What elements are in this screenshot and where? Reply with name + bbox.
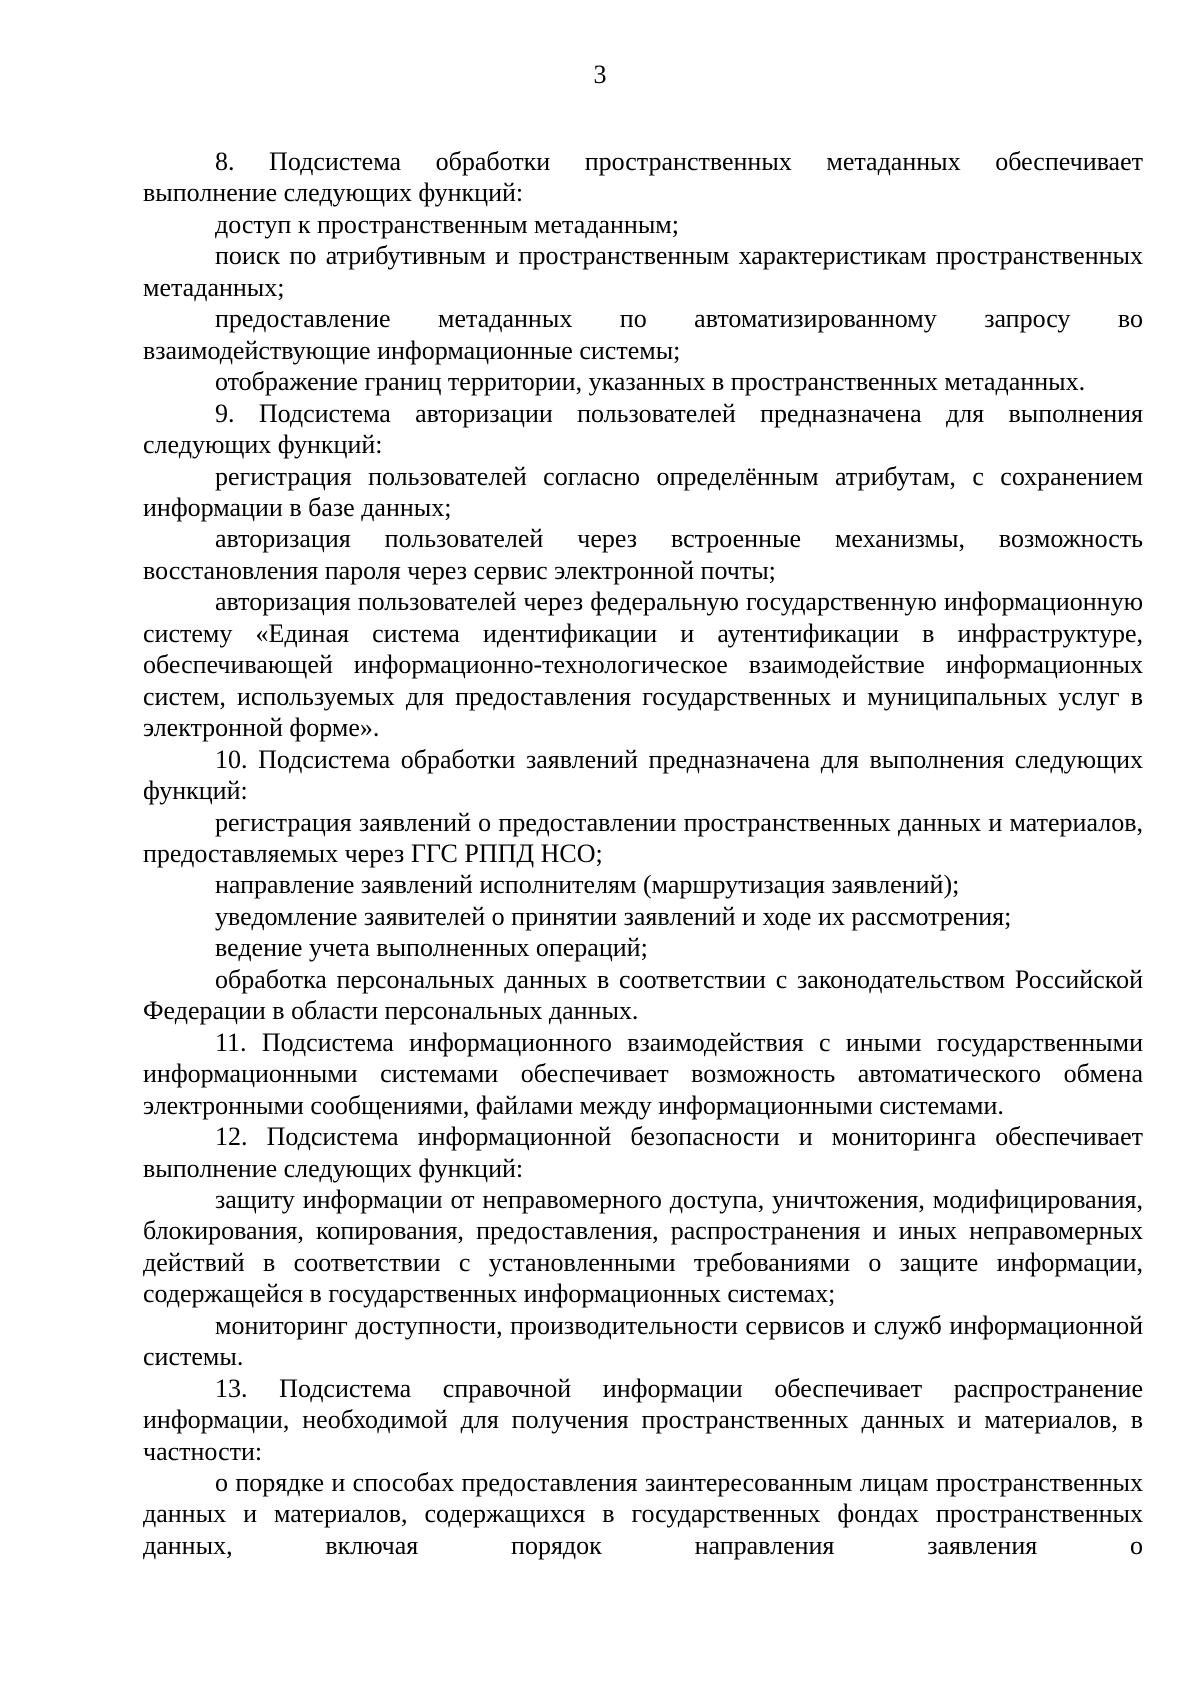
paragraph: поиск по атрибутивным и пространственным характеристикам пространственных метаданных; (143, 241, 1143, 302)
paragraph: предоставление метаданных по автоматизированному запросу во взаимодействующие информационные системы; (143, 304, 1143, 365)
paragraph: авторизация пользователей через федеральную государственную информационную систему «Единая система идентификации и аутентификации в инфраструктуре, обеспечивающей информационно-технологическое взаимодействие информационных систем, используемых для предоставления государственных и муниципальных услуг в электронной форме». (143, 587, 1143, 743)
paragraph: 13. Подсистема справочной информации обеспечивает распространение информации, необходимой для получения пространственных данных и материалов, в частности: (143, 1373, 1143, 1466)
paragraph: 11. Подсистема информационного взаимодействия с иными государственными информационными системами обеспечивает возможность автоматического обмена электронными сообщениями, файлами между информационными системами. (143, 1027, 1143, 1120)
paragraph: отображение границ территории, указанных в пространственных метаданных. (215, 367, 1086, 397)
paragraph: ведение учета выполненных операций; (215, 933, 648, 963)
paragraph: 8. Подсистема обработки пространственных метаданных обеспечивает выполнение следующих функций: (143, 147, 1143, 208)
page-number: 3 (593, 60, 607, 89)
paragraph: авторизация пользователей через встроенные механизмы, возможность восстановления пароля через сервис электронной почты; (143, 524, 1143, 585)
paragraph: регистрация заявлений о предоставлении пространственных данных и материалов, предоставляемых через ГГС РППД НСО; (143, 807, 1143, 868)
paragraph: мониторинг доступности, производительности сервисов и служб информационной системы. (143, 1310, 1143, 1372)
paragraph: направление заявлений исполнителям (маршрутизация заявлений); (215, 870, 960, 900)
paragraph: обработка персональных данных в соответствии с законодательством Российской Федерации в области персональных данных. (143, 964, 1143, 1026)
paragraph: уведомление заявителей о принятии заявлений и ходе их рассмотрения; (215, 901, 1012, 931)
document-body (143, 146, 1143, 1561)
paragraph: 9. Подсистема авторизации пользователей предназначена для выполнения следующих функций: (143, 398, 1143, 460)
paragraph: 10. Подсистема обработки заявлений предназначена для выполнения следующих функций: (143, 744, 1143, 806)
paragraph: 12. Подсистема информационной безопасности и мониторинга обеспечивает выполнение следующих функций: (143, 1122, 1143, 1183)
paragraph: доступ к пространственным метаданным; (215, 209, 679, 239)
paragraph: о порядке и способах предоставления заинтересованным лицам пространственных данных и материалов, содержащихся в государственных фондах пространственных данных, включая порядок направления заявления о (143, 1468, 1143, 1560)
paragraph: регистрация пользователей согласно определённым атрибутам, с сохранением информации в базе данных; (143, 461, 1143, 522)
paragraph: защиту информации от неправомерного доступа, уничтожения, модифицирования, блокирования, копирования, предоставления, распространения и иных неправомерных действий в соответствии с установленными требованиями о защите информации, содержащейся в государственных информационных системах; (143, 1184, 1143, 1309)
